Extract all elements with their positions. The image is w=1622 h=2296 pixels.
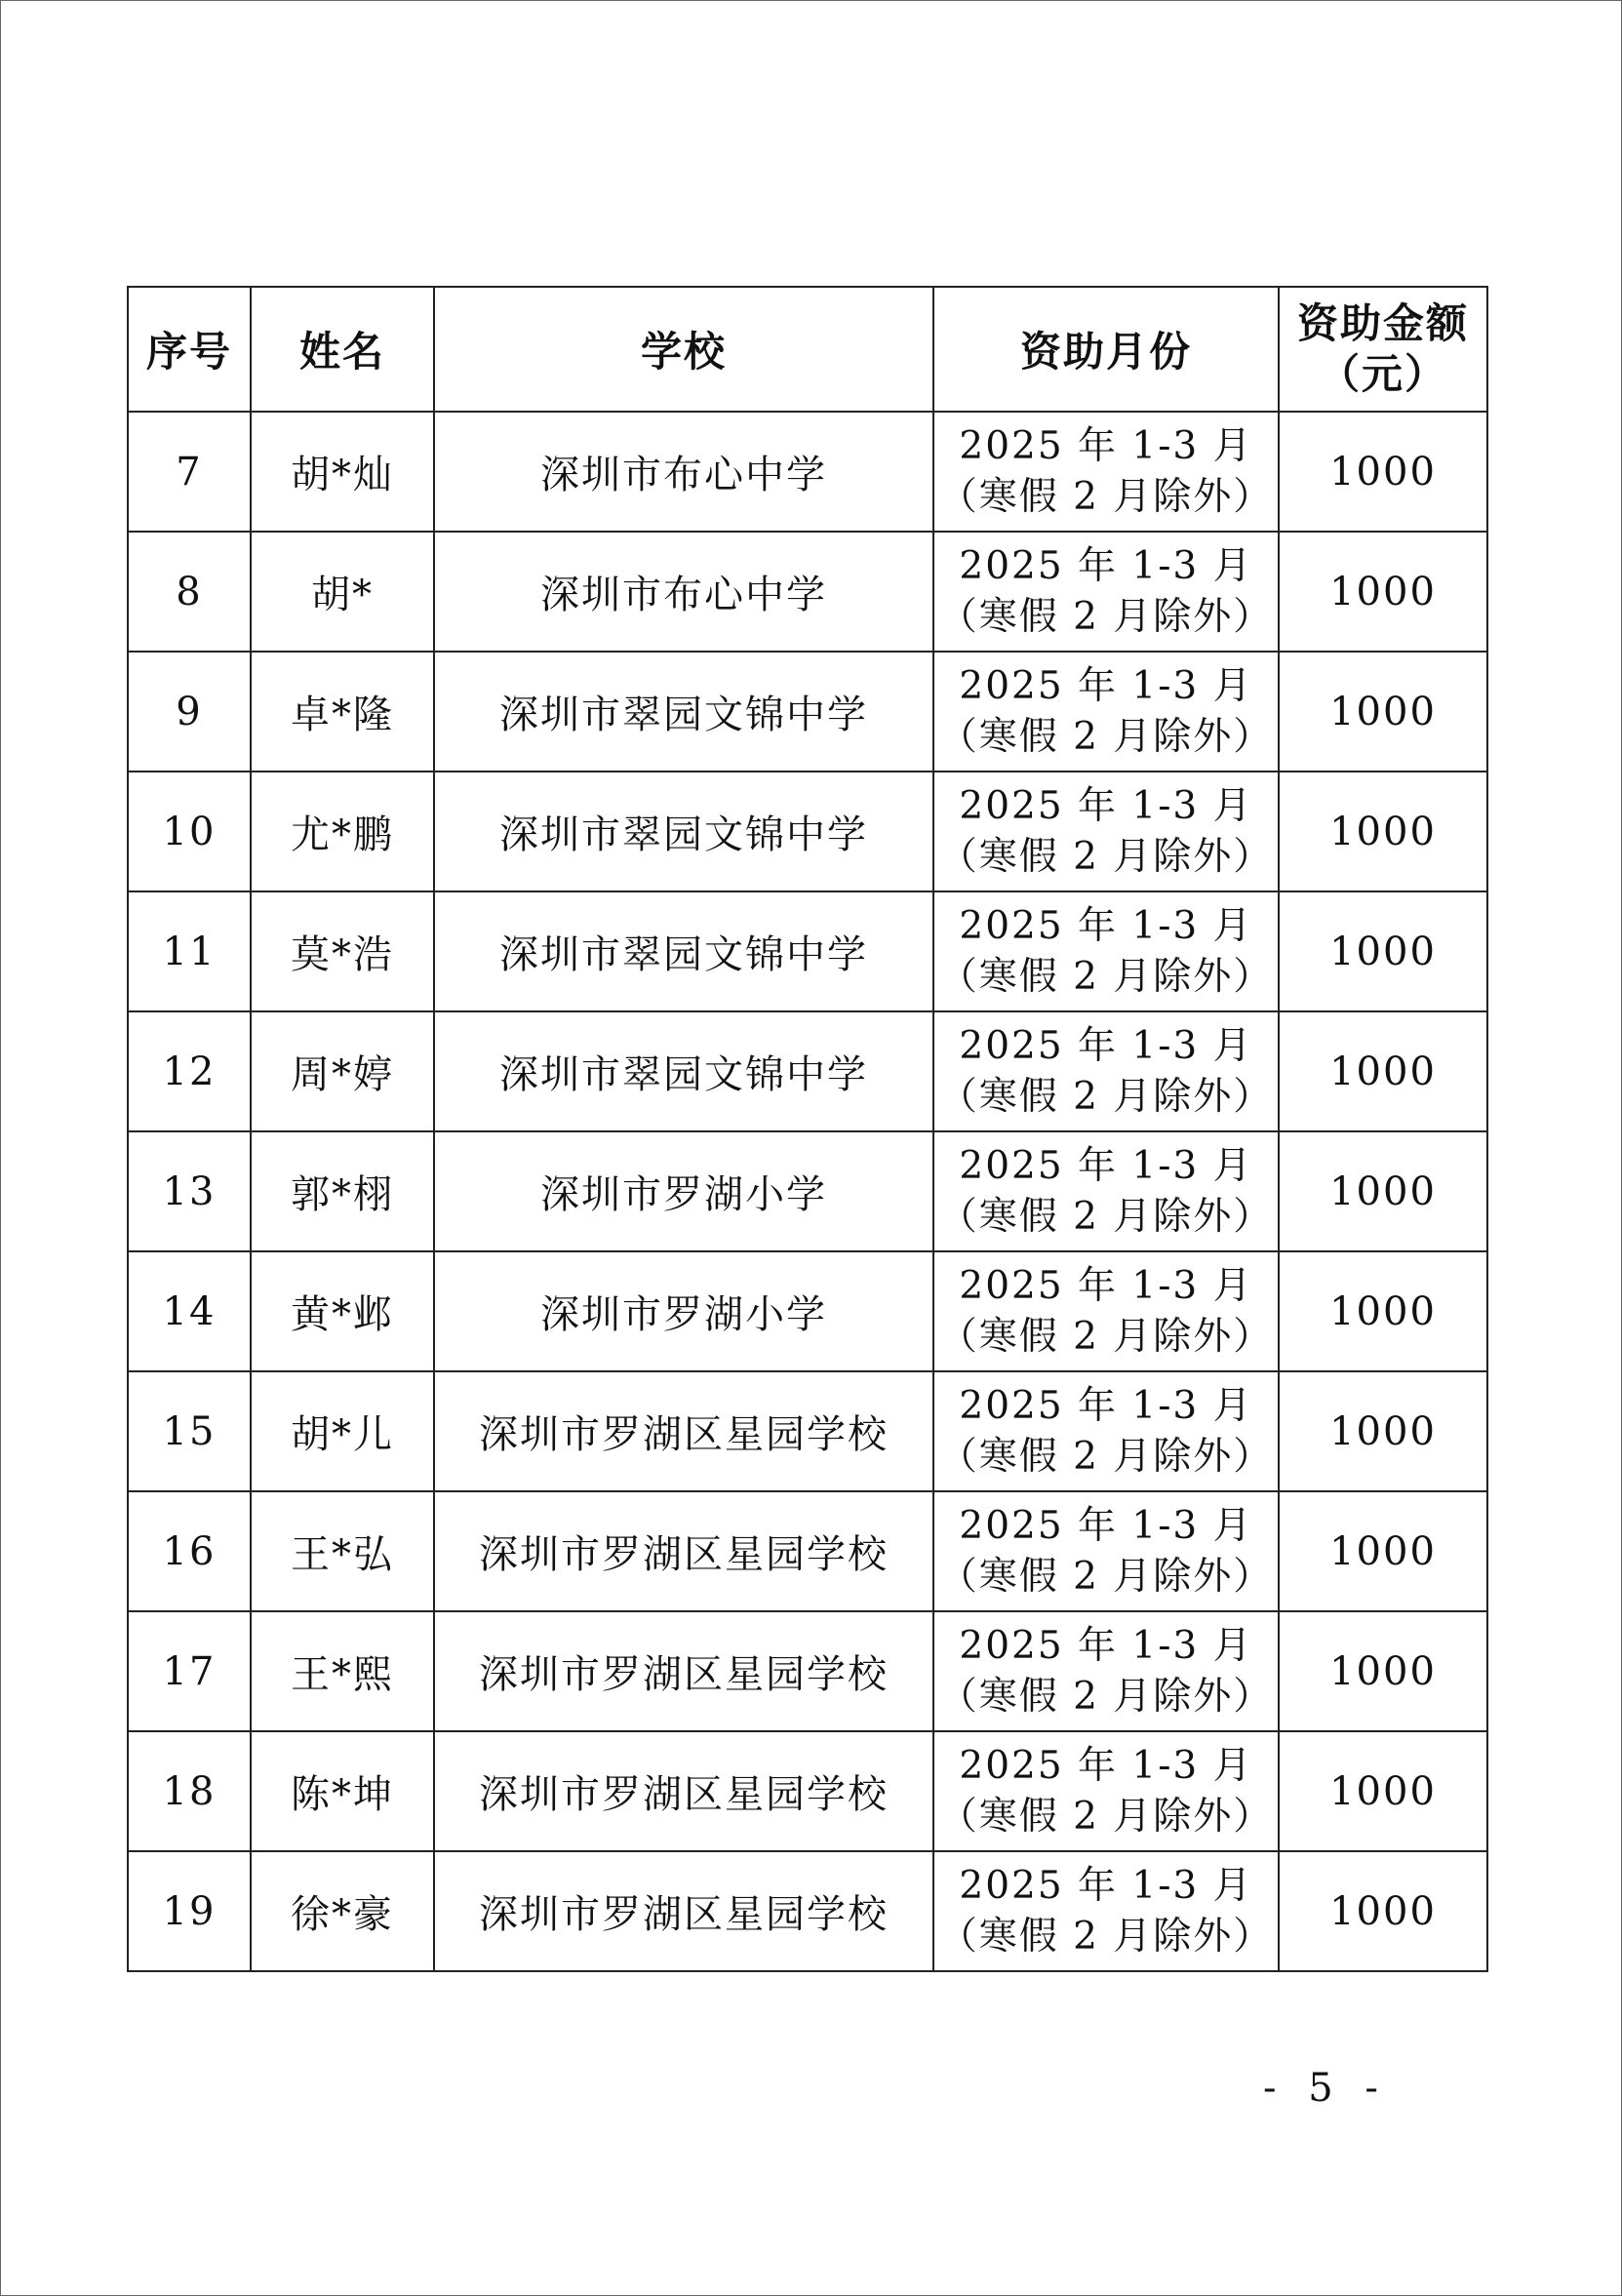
cell-school: 深圳市罗湖小学 — [434, 1131, 933, 1251]
header-amount-unit: （元） — [1318, 350, 1447, 398]
cell-month-period: 2025 年 1-3 月 — [959, 1263, 1253, 1308]
cell-month — [933, 1491, 1279, 1611]
header-name: 姓名 — [251, 287, 434, 412]
table-row — [128, 1251, 1487, 1371]
header-month: 资助月份 — [933, 287, 1279, 412]
cell-school: 深圳市翠园文锦中学 — [434, 652, 933, 772]
table-row — [128, 1371, 1487, 1491]
cell-month — [933, 1011, 1279, 1131]
cell-month-period: 2025 年 1-3 月 — [959, 663, 1253, 708]
table-row — [128, 1011, 1487, 1131]
cell-month-period: 2025 年 1-3 月 — [959, 1143, 1253, 1188]
cell-month-note: （寒假 2 月除外） — [938, 1674, 1274, 1719]
cell-month-period: 2025 年 1-3 月 — [959, 1503, 1253, 1548]
cell-month-period: 2025 年 1-3 月 — [959, 1383, 1253, 1428]
cell-school: 深圳市罗湖区星园学校 — [434, 1731, 933, 1851]
cell-index: 15 — [128, 1371, 251, 1491]
cell-name: 黄*邺 — [251, 1251, 434, 1371]
table-row — [128, 1131, 1487, 1251]
cell-index: 11 — [128, 891, 251, 1011]
cell-name: 莫*浩 — [251, 891, 434, 1011]
cell-month-period: 2025 年 1-3 月 — [959, 783, 1253, 828]
table-row — [128, 412, 1487, 532]
cell-index: 19 — [128, 1851, 251, 1971]
cell-month — [933, 891, 1279, 1011]
cell-month-period: 2025 年 1-3 月 — [959, 1743, 1253, 1788]
page-number: - 5 - — [1263, 2066, 1388, 2111]
cell-name: 王*熙 — [251, 1611, 434, 1731]
header-index: 序号 — [128, 287, 251, 412]
cell-month-note: （寒假 2 月除外） — [938, 1794, 1274, 1839]
cell-index: 17 — [128, 1611, 251, 1731]
cell-month — [933, 1251, 1279, 1371]
cell-month-note: （寒假 2 月除外） — [938, 1554, 1274, 1599]
cell-month-note: （寒假 2 月除外） — [938, 1194, 1274, 1239]
cell-amount: 1000 — [1279, 1851, 1487, 1971]
cell-month-period: 2025 年 1-3 月 — [959, 543, 1253, 588]
cell-month-note: （寒假 2 月除外） — [938, 1314, 1274, 1359]
cell-school: 深圳市布心中学 — [434, 412, 933, 532]
table-body — [128, 412, 1487, 1971]
cell-school: 深圳市翠园文锦中学 — [434, 891, 933, 1011]
cell-month — [933, 1371, 1279, 1491]
cell-month — [933, 532, 1279, 652]
cell-school: 深圳市布心中学 — [434, 532, 933, 652]
cell-index: 18 — [128, 1731, 251, 1851]
cell-school: 深圳市翠园文锦中学 — [434, 772, 933, 891]
header-amount — [1279, 287, 1487, 412]
table-row — [128, 772, 1487, 891]
cell-amount: 1000 — [1279, 1491, 1487, 1611]
cell-school: 深圳市罗湖区星园学校 — [434, 1611, 933, 1731]
cell-name: 胡*儿 — [251, 1371, 434, 1491]
table-row — [128, 1491, 1487, 1611]
cell-amount: 1000 — [1279, 772, 1487, 891]
cell-name: 胡* — [251, 532, 434, 652]
cell-amount: 1000 — [1279, 1251, 1487, 1371]
cell-month-note: （寒假 2 月除外） — [938, 834, 1274, 879]
table-row — [128, 891, 1487, 1011]
header-amount-label: 资助金额 — [1296, 299, 1469, 347]
cell-month — [933, 772, 1279, 891]
cell-school: 深圳市罗湖区星园学校 — [434, 1491, 933, 1611]
cell-index: 13 — [128, 1131, 251, 1251]
cell-month-period: 2025 年 1-3 月 — [959, 1863, 1253, 1908]
cell-month-period: 2025 年 1-3 月 — [959, 1023, 1253, 1068]
table-header-row — [128, 287, 1487, 412]
cell-month — [933, 652, 1279, 772]
grant-table-container — [127, 286, 1486, 1972]
cell-index: 9 — [128, 652, 251, 772]
cell-month-note: （寒假 2 月除外） — [938, 954, 1274, 999]
cell-school: 深圳市罗湖区星园学校 — [434, 1851, 933, 1971]
cell-name: 卓*隆 — [251, 652, 434, 772]
table-row — [128, 1851, 1487, 1971]
grant-table — [127, 286, 1488, 1972]
cell-month-period: 2025 年 1-3 月 — [959, 1623, 1253, 1668]
cell-amount: 1000 — [1279, 1611, 1487, 1731]
cell-name: 陈*坤 — [251, 1731, 434, 1851]
cell-index: 14 — [128, 1251, 251, 1371]
cell-month — [933, 1611, 1279, 1731]
cell-name: 王*弘 — [251, 1491, 434, 1611]
table-row — [128, 1611, 1487, 1731]
cell-month-note: （寒假 2 月除外） — [938, 714, 1274, 759]
table-row — [128, 652, 1487, 772]
cell-month-period: 2025 年 1-3 月 — [959, 423, 1253, 468]
cell-amount: 1000 — [1279, 1011, 1487, 1131]
cell-amount: 1000 — [1279, 412, 1487, 532]
cell-month-note: （寒假 2 月除外） — [938, 1434, 1274, 1479]
cell-month-note: （寒假 2 月除外） — [938, 474, 1274, 519]
cell-amount: 1000 — [1279, 652, 1487, 772]
cell-school: 深圳市罗湖区星园学校 — [434, 1371, 933, 1491]
cell-school: 深圳市罗湖小学 — [434, 1251, 933, 1371]
cell-name: 郭*栩 — [251, 1131, 434, 1251]
cell-amount: 1000 — [1279, 891, 1487, 1011]
cell-name: 胡*灿 — [251, 412, 434, 532]
cell-index: 7 — [128, 412, 251, 532]
cell-name: 尤*鹏 — [251, 772, 434, 891]
table-row — [128, 1731, 1487, 1851]
cell-amount: 1000 — [1279, 1371, 1487, 1491]
cell-index: 16 — [128, 1491, 251, 1611]
cell-index: 12 — [128, 1011, 251, 1131]
header-school: 学校 — [434, 287, 933, 412]
cell-month — [933, 1131, 1279, 1251]
cell-amount: 1000 — [1279, 532, 1487, 652]
cell-index: 8 — [128, 532, 251, 652]
cell-amount: 1000 — [1279, 1731, 1487, 1851]
cell-month — [933, 1851, 1279, 1971]
cell-month — [933, 1731, 1279, 1851]
cell-school: 深圳市翠园文锦中学 — [434, 1011, 933, 1131]
table-row — [128, 532, 1487, 652]
cell-month-note: （寒假 2 月除外） — [938, 1914, 1274, 1959]
cell-month — [933, 412, 1279, 532]
cell-name: 周*婷 — [251, 1011, 434, 1131]
cell-amount: 1000 — [1279, 1131, 1487, 1251]
cell-index: 10 — [128, 772, 251, 891]
cell-month-note: （寒假 2 月除外） — [938, 1074, 1274, 1119]
cell-month-note: （寒假 2 月除外） — [938, 594, 1274, 639]
cell-month-period: 2025 年 1-3 月 — [959, 903, 1253, 948]
cell-name: 徐*豪 — [251, 1851, 434, 1971]
